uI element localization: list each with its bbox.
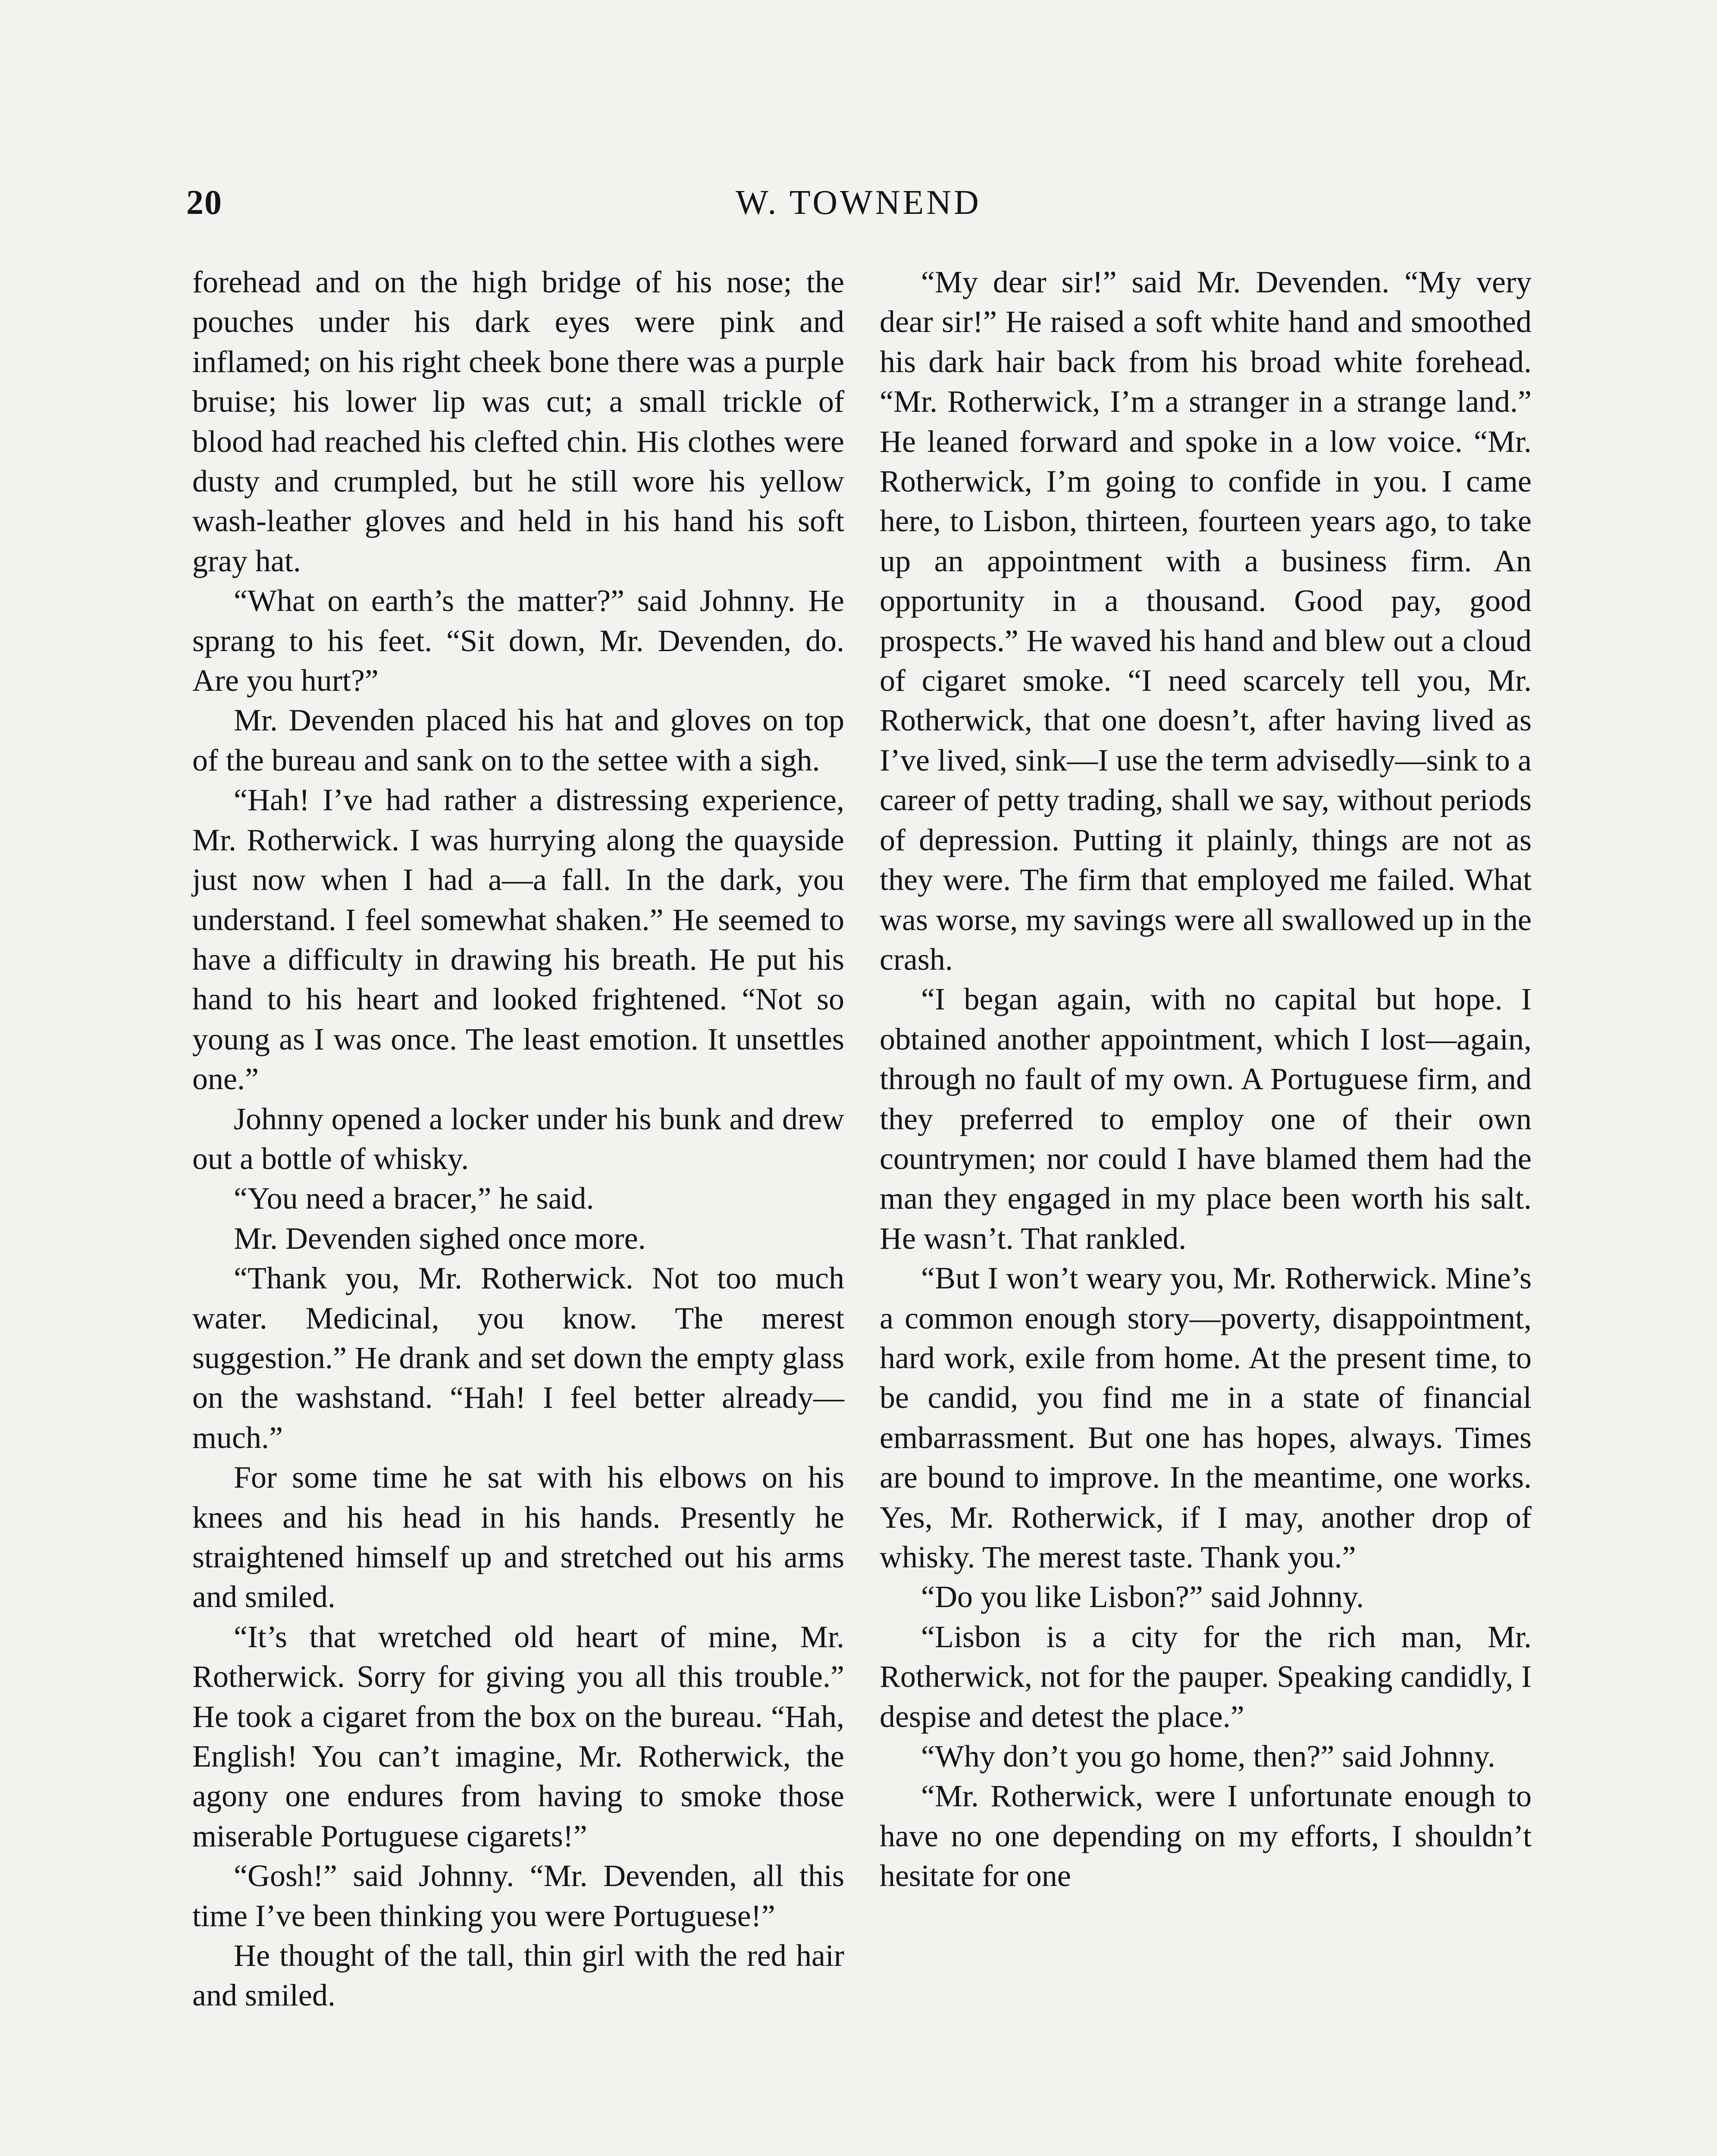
paragraph: “But I won’t weary you, Mr. Rotherwick. Mine’s a common enough story—poverty, disappointment, hard work, exile from home. At the present time, to be candid, you find me in a state of financial embarrassment. But one has hopes, always. Times are bound to improve. In the meantime, one works. Yes, Mr. Rotherwick, if I may, another drop of whisky. The merest taste. Thank you.” [880,1261,1532,1574]
running-head-author: W. TOWNEND [736,184,981,222]
paragraph: “You need a bracer,” he said. [234,1181,594,1216]
paragraph: “Lisbon is a city for the rich man, Mr. Rotherwick, not for the pauper. Speaking candidly, I despise and detest the place.” [880,1619,1532,1734]
paragraph: “Why don’t you go home, then?” said Johnny. [921,1739,1495,1774]
page-header [0,177,1717,229]
paragraph: “Gosh!” said Johnny. “Mr. Devenden, all this time I’ve been thinking you were Portuguese!” [192,1858,844,1933]
paragraph: forehead and on the high bridge of his nose; the pouches under his dark eyes were pink and inflamed; on his right cheek bone there was a purple bruise; his lower lip was cut; a small trickle of blood had reached his clefted chin. His clothes were dusty and crumpled, but he still wore his yellow wash-leather gloves and held in his hand his soft gray hat. [192,265,844,578]
paragraph: For some time he sat with his elbows on his knees and his head in his hands. Presently he straightened himself up and stretched out his arms and smiled. [192,1460,844,1614]
paragraph: “Do you like Lisbon?” said Johnny. [921,1579,1364,1614]
paragraph: “Thank you, Mr. Rotherwick. Not too much water. Medicinal, you know. The merest suggestion.” He drank and set down the empty glass on the washstand. “Hah! I feel better already—much.” [192,1261,844,1455]
paragraph: “It’s that wretched old heart of mine, Mr. Rotherwick. Sorry for giving you all this trouble.” He took a cigaret from the box on the bureau. “Hah, English! You can’t imagine, Mr. Rotherwick, the agony one endures from having to smoke those miserable Portuguese cigarets!” [192,1619,844,1853]
paragraph: “I began again, with no capital but hope. I obtained another appointment, which I lost—again, through no fault of my own. A Portuguese firm, and they preferred to employ one of their own countrymen; nor could I have blamed them had the man they engaged in my place been worth his salt. He wasn’t. That rankled. [880,982,1532,1256]
page-number: 20 [186,184,222,222]
left-text-column [192,262,844,2015]
paragraph: Mr. Devenden sighed once more. [234,1221,646,1256]
paragraph: Johnny opened a locker under his bunk and drew out a bottle of whisky. [192,1101,844,1176]
paragraph: “Hah! I’ve had rather a distressing experience, Mr. Rotherwick. I was hurrying along the quayside just now when I had a—a fall. In the dark, you understand. I feel somewhat shaken.” He seemed to have a difficulty in drawing his breath. He put his hand to his heart and looked frightened. “Not so young as I was once. The least emotion. It unsettles one.” [192,783,844,1097]
right-text-column [880,262,1532,1896]
paragraph: “Mr. Rotherwick, were I unfortunate enough to have no one depending on my efforts, I shouldn’t hesitate for one [880,1779,1532,1893]
paragraph: “What on earth’s the matter?” said Johnny. He sprang to his feet. “Sit down, Mr. Devenden, do. Are you hurt?” [192,583,844,698]
paragraph: He thought of the tall, thin girl with the red hair and smiled. [192,1938,844,2013]
paragraph: “My dear sir!” said Mr. Devenden. “My very dear sir!” He raised a soft white hand and smoothed his dark hair back from his broad white forehead. “Mr. Rotherwick, I’m a stranger in a strange land.” He leaned forward and spoke in a low voice. “Mr. Rotherwick, I’m going to confide in you. I came here, to Lisbon, thirteen, fourteen years ago, to take up an appointment with a business firm. An opportunity in a thousand. Good pay, good prospects.” He waved his hand and blew out a cloud of cigaret smoke. “I need scarcely tell you, Mr. Rotherwick, that one doesn’t, after having lived as I’ve lived, sink—I use the term advisedly—sink to a career of petty trading, shall we say, without periods of depression. Putting it plainly, things are not as they were. The firm that employed me failed. What was worse, my savings were all swallowed up in the crash. [880,265,1532,977]
paragraph: Mr. Devenden placed his hat and gloves on top of the bureau and sank on to the settee with a sigh. [192,703,844,777]
